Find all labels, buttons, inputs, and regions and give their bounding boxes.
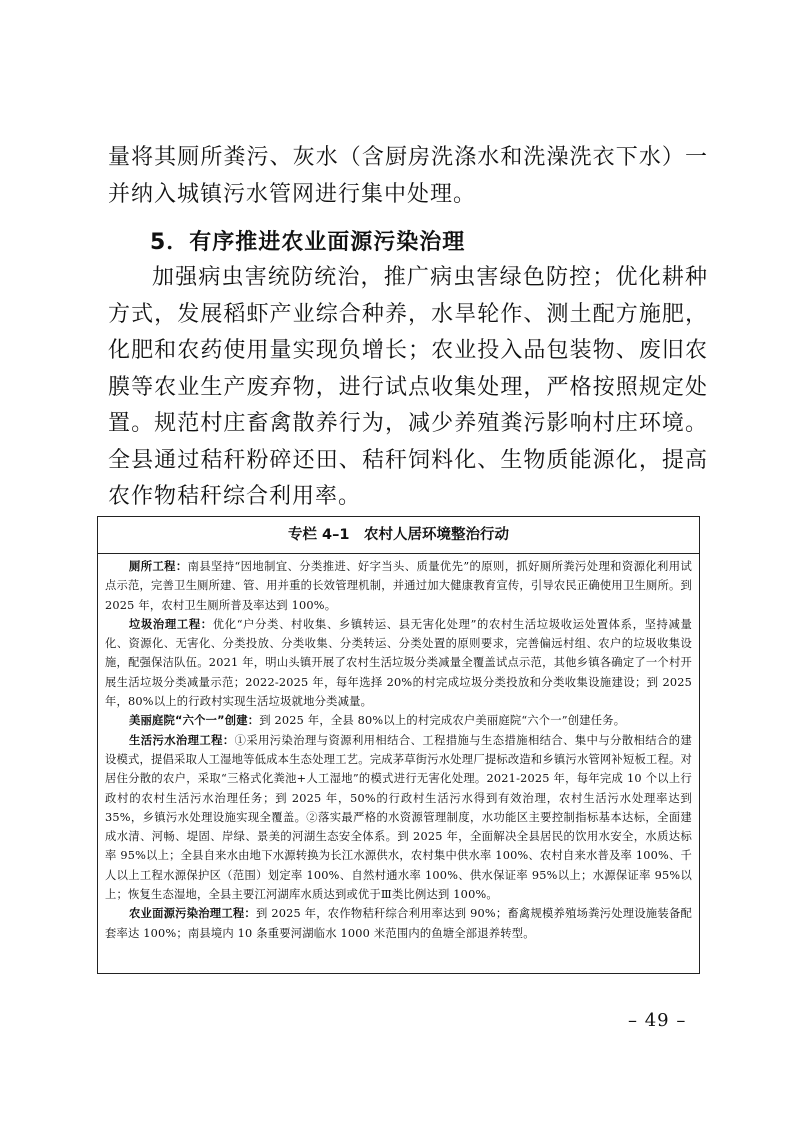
box-item-garbage	[105, 615, 692, 711]
box-item-label: 垃圾治理工程：	[129, 617, 213, 631]
feature-box	[97, 516, 700, 974]
box-item-toilet	[105, 557, 692, 615]
box-item-text: 南县坚持“因地制宜、分类推进、好字当头、质量优先”的原则，抓好厕所粪污处理和资源化利用试点示范，完善卫生厕所建、管、用并重的长效管理机制，并通过加大健康教育宣传，引导农民正确使用卫生厕所。到 2025 年，农村卫生厕所普及率达到 100%。	[105, 560, 692, 612]
box-item-text: ①采用污染治理与资源利用相结合、工程措施与生态措施相结合、集中与分散相结合的建设模式，提倡采取人工湿地等低成本生态处理工艺。完成茅草街污水处理厂提标改造和乡镇污水管网补短板工程。对居住分散的农户，采取“三格式化粪池+人工湿地”的模式进行无害化处理。2021-2025 年，每年完成 10 个以上行政村的农村生活污水治理任务；到 2025 年，50%的行政村生活污水得到有效治理，农村生活污水处理率达到 35%，乡镇污水处理设施实现全覆盖。②落实最严格的水资源管理制度，水功能区主要控制指标基本达标，全面建成水清、河畅、堤固、岸绿、景美的河湖生态安全体系。到 2025 年，全面解决全县居民的饮用水安全，水质达标率 95%以上；全县自来水由地下水源转换为长江水源供水，农村集中供水率 100%、农村自来水普及率 100%、千人以上工程水源保护区（范围）划定率 100%、自然村通水率 100%、供水保证率 95%以上；水源保证率 95%以上；恢复生态湿地，全县主要江河湖库水质达到或优于Ⅲ类比例达到 100%。	[105, 733, 692, 902]
box-item-label: 生活污水治理工程：	[129, 733, 235, 747]
box-item-label: 农业面源污染治理工程：	[129, 907, 256, 921]
section-heading: 5．有序推进农业面源污染治理	[150, 230, 466, 255]
page-number: – 49 –	[628, 1010, 687, 1031]
box-item-label: 厕所工程：	[129, 560, 188, 573]
box-item-text: 优化“户分类、村收集、乡镇转运、县无害化处理”的农村生活垃圾收运处置体系，坚持减量化、资源化、无害化、分类投放、分类收集、分类转运、分类处置的原则要求，完善偏远村组、农户的垃圾收集设施，配强保洁队伍。2021 年，明山头镇开展了农村生活垃圾分类减量全覆盖试点示范，其他乡镇各确定了一个村开展生活垃圾分类减量示范；2022-2025 年，每年选择 20%的村完成垃圾分类投放和分类收集设施建设；到 2025 年，80%以上的行政村实现生活垃圾就地分类减量。	[105, 617, 692, 709]
box-item-text: 到 2025 年，全县 80%以上的村完成农户美丽庭院“六个一”创建任务。	[259, 714, 626, 728]
feature-box-title: 专栏 4–1 农村人居环境整治行动	[98, 517, 699, 554]
box-item-text: 到 2025 年，农作物秸秆综合利用率达到 90%；畜禽规模养殖场粪污处理设施装备配套率达 100%；南县境内 10 条重要河湖临水 1000 米范围内的鱼塘全部退养转型。	[105, 907, 692, 940]
box-item-sewage	[105, 731, 692, 905]
continuation-paragraph: 量将其厕所粪污、灰水（含厨房洗涤水和洗澡洗衣下水）一并纳入城镇污水管网进行集中处理。	[108, 145, 708, 207]
box-item-label: 美丽庭院“六个一”创建：	[129, 714, 260, 728]
body-paragraph: 加强病虫害统防统治，推广病虫害绿色防控；优化耕种方式，发展稻虾产业综合种养，水旱轮作、测土配方施肥，化肥和农药使用量实现负增长；农业投入品包装物、废旧农膜等农业生产废弃物，进行试点收集处理，严格按照规定处置。规范村庄畜禽散养行为，减少养殖粪污影响村庄环境。全县通过秸秆粉碎还田、秸秆饲料化、生物质能源化，提高农作物秸秆综合利用率。	[108, 265, 708, 509]
box-item-courtyard	[105, 711, 692, 730]
feature-box-body	[98, 554, 699, 943]
box-item-agri-pollution	[105, 904, 692, 943]
